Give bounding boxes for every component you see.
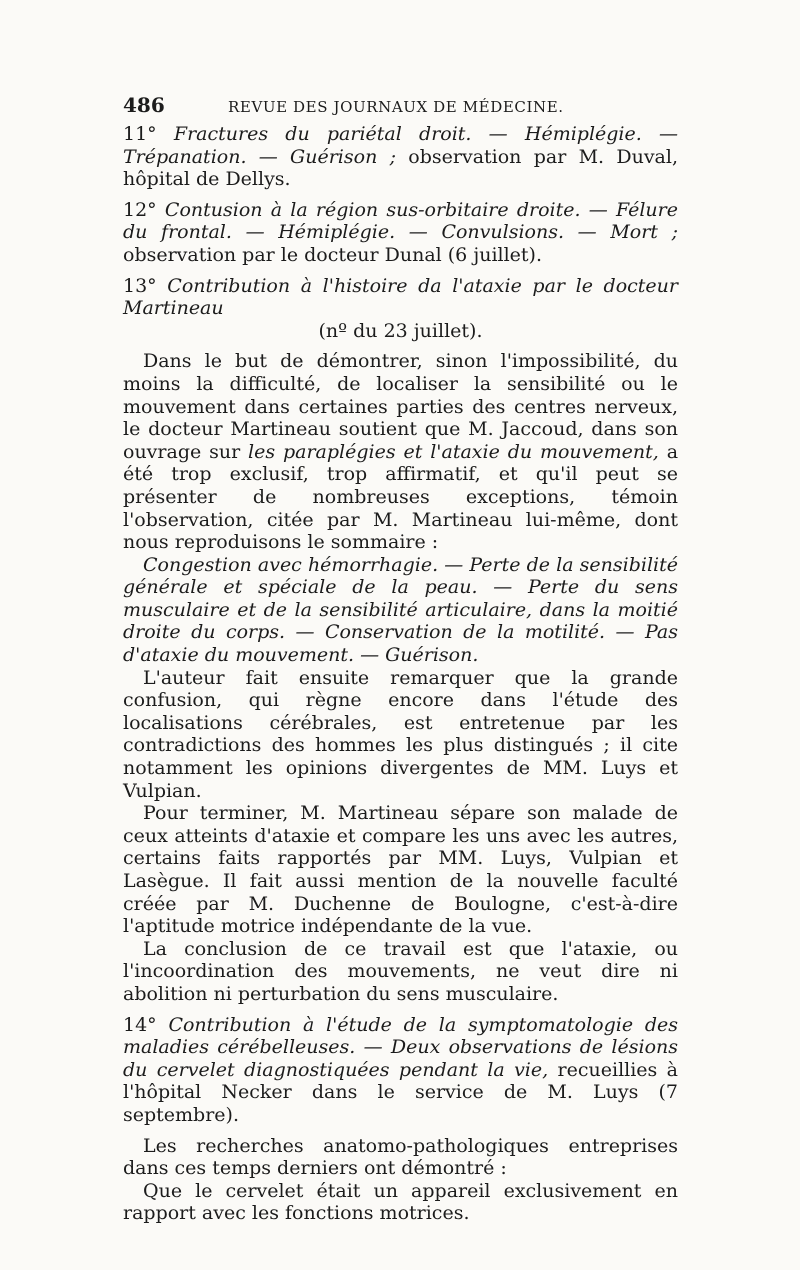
entry-rest: observation par M. Duval, hôpital de Dellys. xyxy=(123,145,678,191)
entry-number: 12° xyxy=(123,198,165,221)
entry-11 xyxy=(123,123,678,191)
paragraph: La conclusion de ce travail est que l'ataxie, ou l'incoordination des mouvements, ne veut dire ni abolition ni perturbation du sens musculaire. xyxy=(123,937,678,1005)
paragraph: Que le cervelet était un appareil exclusivement en rapport avec les fonctions motrices. xyxy=(123,1179,678,1225)
paragraph: Pour terminer, M. Martineau sépare son malade de ceux atteints d'ataxie et compare les uns avec les autres, certains faits rapportés par MM. Luys, Vulpian et Lasègue. Il fait aussi mention de la nouvelle faculté créée par M. Duchenne de Boulogne, c'est-à-dire l'aptitude motrice indépendante de la vue. xyxy=(123,802,678,938)
entry-title: Contusion à la région sus-orbitaire droite. — Félure du frontal. — Hémiplégie. — Convulsions. — Mort ; xyxy=(123,198,678,244)
page xyxy=(123,93,678,1225)
entry-rest: observation par le docteur Dunal (6 juillet). xyxy=(123,243,543,266)
entry-number: 11° xyxy=(123,123,174,145)
entry-13 xyxy=(123,275,678,343)
running-header xyxy=(123,93,678,123)
entry-number: 13° xyxy=(123,274,168,297)
entry-title: Fractures du pariétal droit. — Hémiplégie. — Trépanation. — Guérison ; xyxy=(123,123,678,168)
page-number: 486 xyxy=(123,93,165,117)
entry-title: Contribution à l'étude de la symptomatologie des maladies cérébelleuses. — Deux observations de lésions du cervelet diagnostiquées pendant la vie, xyxy=(123,1013,679,1081)
text: a été trop exclusif, trop affirmatif, et qu'il peut se présenter de nombreuses exceptions, témoin l'observation, citée par M. Martineau lui-même, dont nous reproduisons le sommaire : xyxy=(123,440,679,554)
entry-14 xyxy=(123,1014,678,1127)
text: Dans le but de démontrer, sinon l'impossibilité, du moins la difficulté, de localiser la sensibilité ou le mouvement dans certaines parties des centres nerveux, le docteur Martineau soutient que M. Jaccoud, dans son ouvrage sur xyxy=(123,350,678,463)
book-title: les paraplégies et l'ataxie du mouvement, xyxy=(248,440,659,463)
entry-rest: recueillies à l'hôpital Necker dans le service de M. Luys (7 septembre). xyxy=(123,1058,678,1126)
paragraph xyxy=(123,350,678,553)
entry-title: Contribution à l'histoire da l'ataxie par le docteur Martineau xyxy=(123,274,678,320)
running-title: REVUE DES JOURNAUX DE MÉDECINE. xyxy=(228,98,564,116)
summary: Congestion avec hémorrhagie. — Perte de la sensibilité générale et spéciale de la peau. — Perte du sens musculaire et de la sensibilité articulaire, dans la moitié droite du corps. — Conservation de la motilité. — Pas d'ataxie du mouvement. — Guérison. xyxy=(123,553,678,667)
entry-12 xyxy=(123,199,678,267)
paragraph: Les recherches anatomo-pathologiques entreprises dans ces temps derniers ont démontré : xyxy=(123,1134,678,1180)
paragraph: L'auteur fait ensuite remarquer que la grande confusion, qui règne encore dans l'étude des localisations cérébrales, est entretenue par les contradictions des hommes les plus distingués ; il cite notamment les opinions divergentes de MM. Luys et Vulpian. xyxy=(123,666,678,802)
entry-number: 14° xyxy=(123,1013,169,1036)
entry-rest: (nº du 23 juillet). xyxy=(318,319,483,342)
